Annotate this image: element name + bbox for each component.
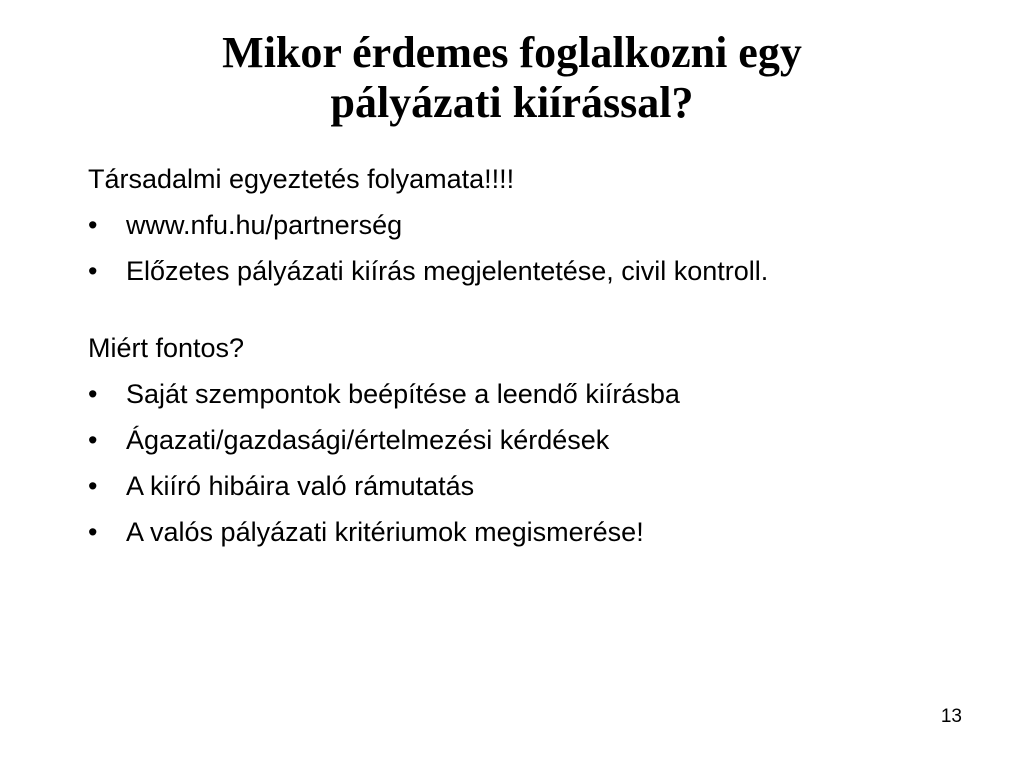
section-heading-consultation: Társadalmi egyeztetés folyamata!!!! <box>88 164 515 194</box>
list-item-text: www.nfu.hu/partnerség <box>126 210 403 240</box>
bullet-list-why-important <box>88 379 948 548</box>
list-item-text: Ágazati/gazdasági/értelmezési kérdések <box>126 425 610 455</box>
bullet-icon: • <box>88 256 98 286</box>
list-item <box>88 517 948 548</box>
list-item <box>88 425 948 456</box>
slide-title <box>0 28 1024 128</box>
list-item-text: A valós pályázati kritériumok megismerése! <box>126 517 644 547</box>
bullet-icon: • <box>88 471 98 501</box>
list-item-text: Saját szempontok beépítése a leendő kiírásba <box>126 379 680 409</box>
bullet-icon: • <box>88 210 98 240</box>
bullet-icon: • <box>88 379 98 409</box>
bullet-list-consultation <box>88 210 948 287</box>
slide-title-line-2: pályázati kiírással? <box>330 78 694 127</box>
slide-body <box>88 164 948 563</box>
list-item-text: A kiíró hibáira való rámutatás <box>126 471 475 501</box>
list-item <box>88 256 948 287</box>
page-number: 13 <box>940 706 962 727</box>
list-item <box>88 379 948 410</box>
section-heading-why-important: Miért fontos? <box>88 333 245 363</box>
section-spacer <box>88 302 948 333</box>
bullet-icon: • <box>88 517 98 547</box>
list-item-text: Előzetes pályázati kiírás megjelentetése, civil kontroll. <box>126 256 769 286</box>
bullet-icon: • <box>88 425 98 455</box>
list-item <box>88 471 948 502</box>
list-item <box>88 210 948 241</box>
slide-title-line-1: Mikor érdemes foglalkozni egy <box>222 28 802 77</box>
